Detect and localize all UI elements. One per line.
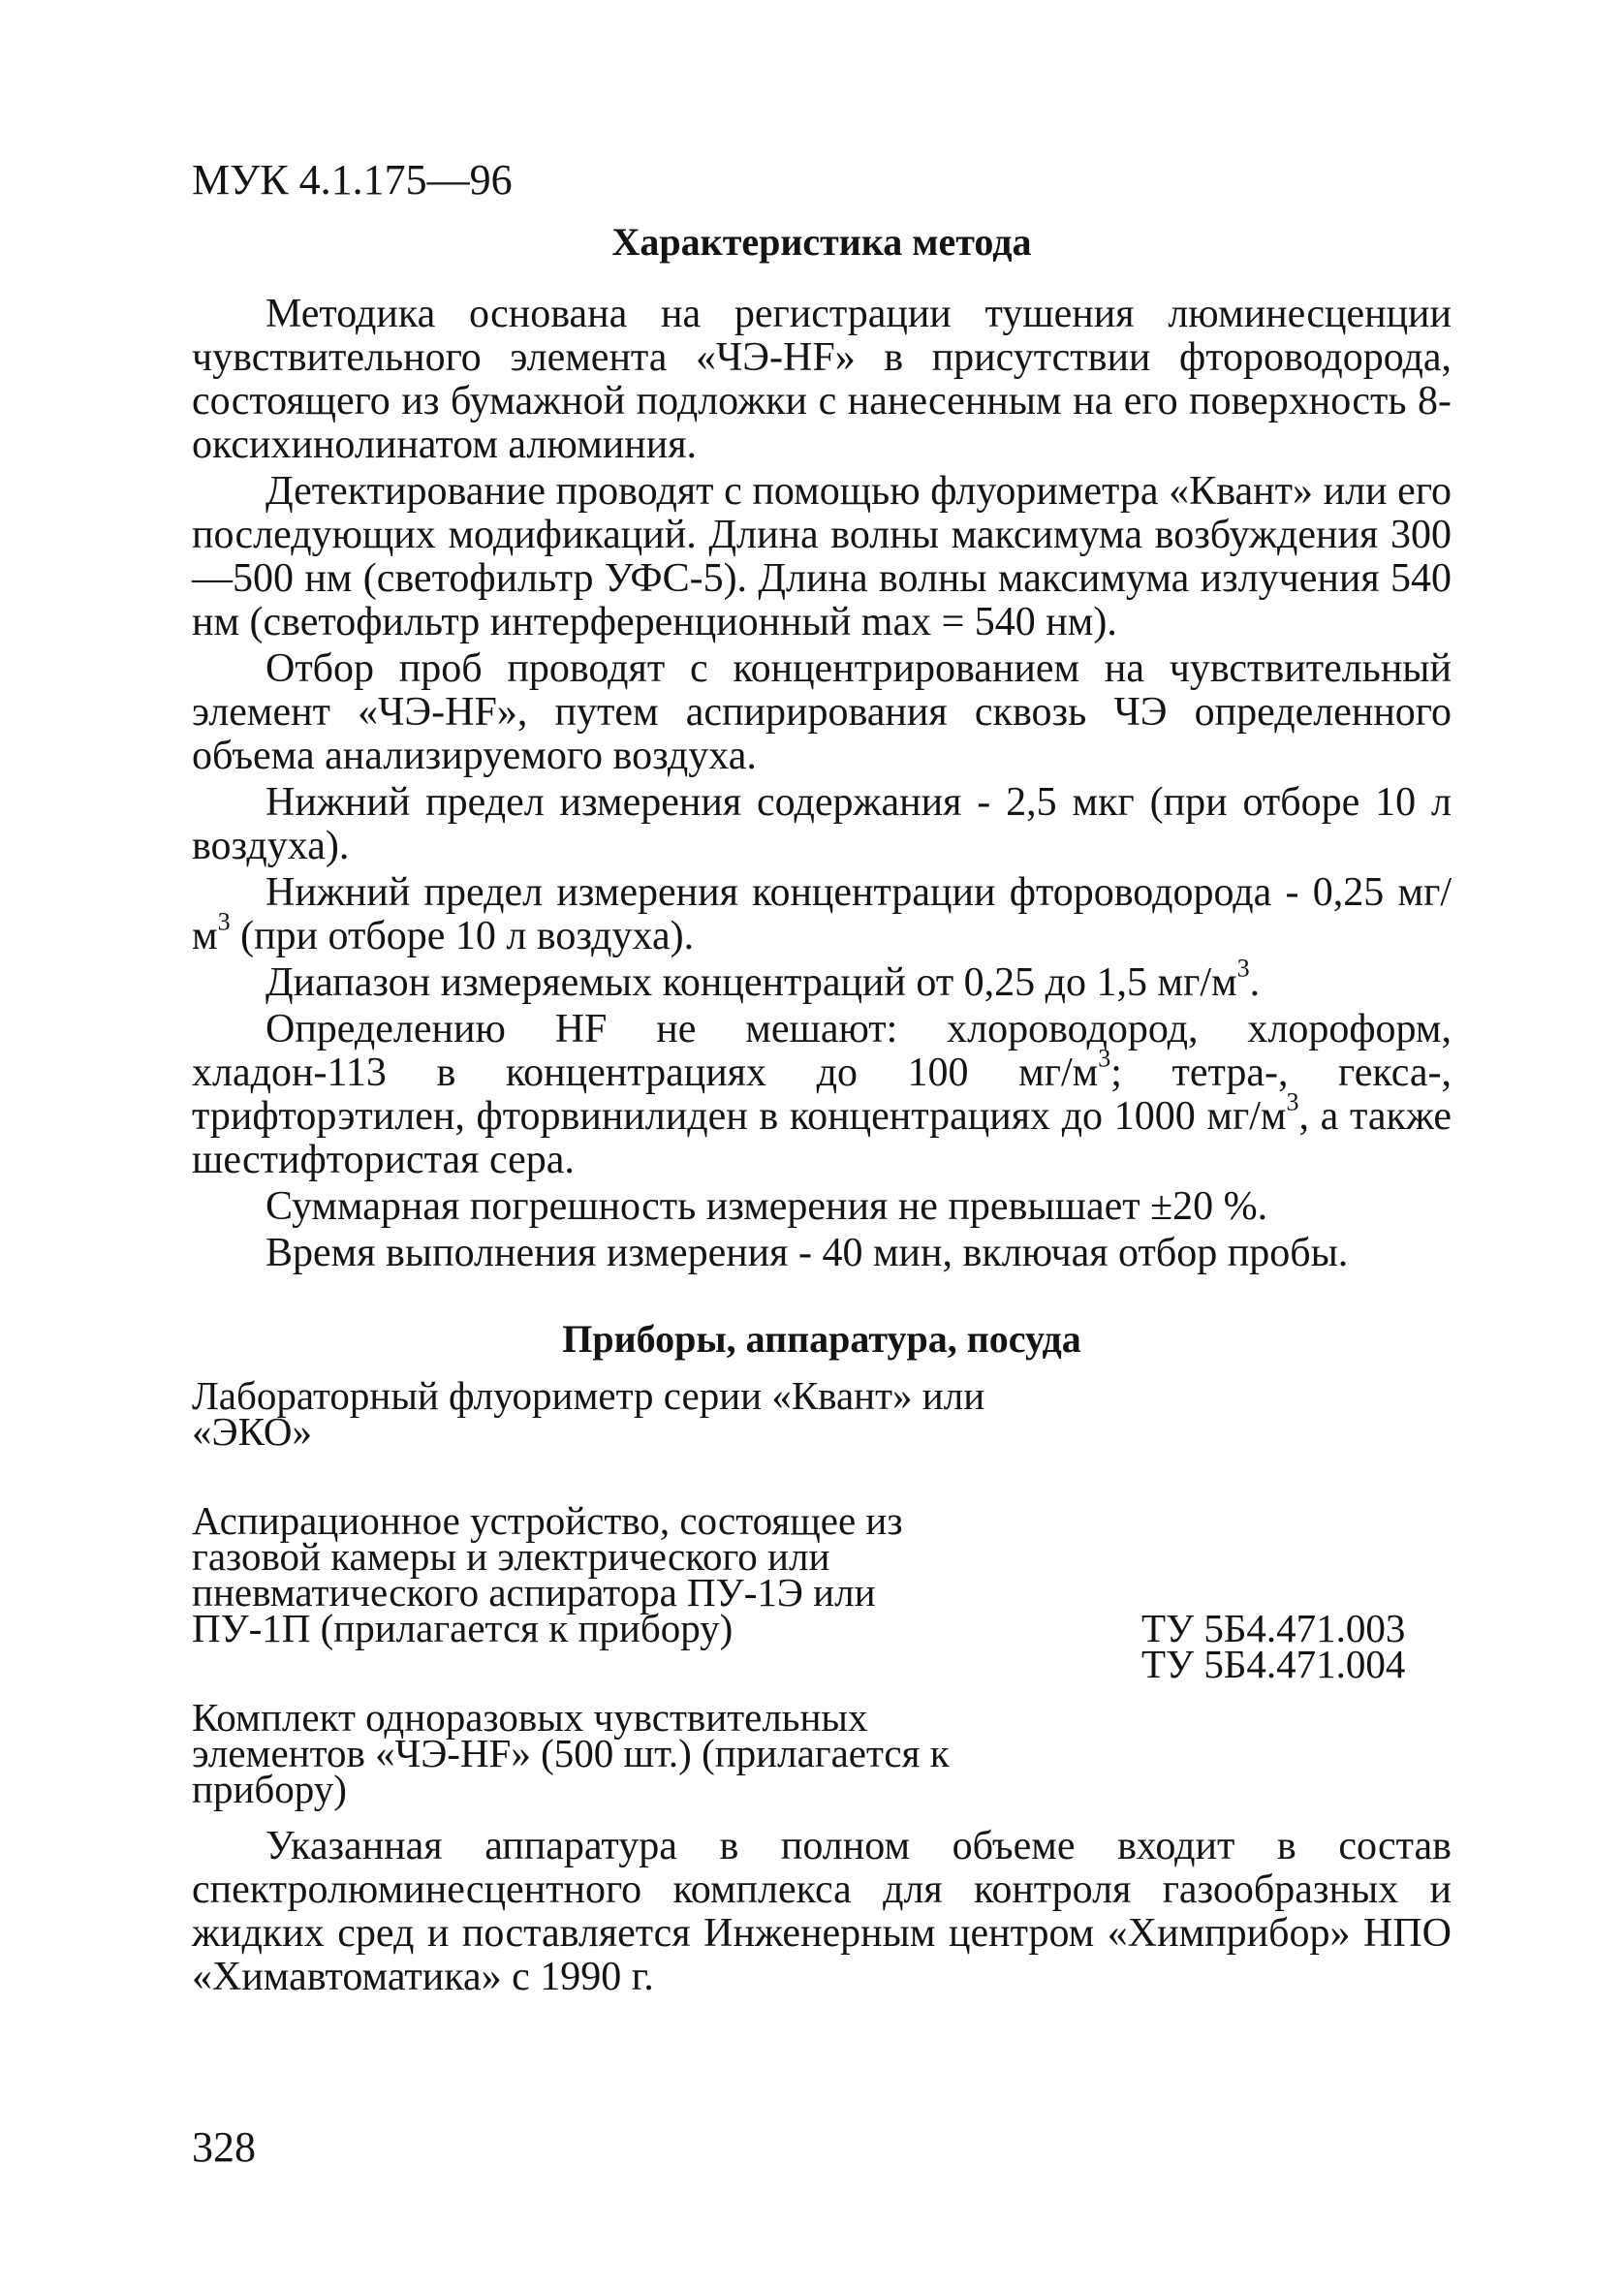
text-run: Диапазон измеряемых концентраций от 0,25 до 1,5 мг/м [265,960,1237,1005]
superscript: 3 [1236,954,1250,983]
paragraph-interference [192,1008,1452,1182]
paragraph-duration: Время выполнения измерения - 40 мин, включая отбор пробы. [265,1231,1349,1275]
text-run: (при отборе 10 л воздуха). [230,914,695,958]
paragraph-range [192,954,1452,1005]
equipment-name: Комплект одноразовых чувствительных элементов «ЧЭ-HF» (500 шт.) (прилагается к прибору) [192,1695,950,1811]
equipment-item [192,1498,1452,1686]
paragraph: Методика основана на регистрации тушения люминесценции чувствительного элемента «ЧЭ-HF» в присутствии фтороводорода, состоящего из бумажной подложки с нанесенным на его поверхность 8-оксихинолинатом алюминия. [192,292,1452,467]
page-number: 328 [192,2123,256,2171]
text-run: ; тетра-, гекса-, трифторэтилен, фторвинилиден в концентрациях до 1000 мг/м [192,1051,1452,1139]
paragraph: Детектирование проводят с помощью флуориметра «Квант» или его последующих модификаций. Длина волны максимума возбуждения 300—500 нм (светофильтр УФС-5). Длина волны максимума излучения 540 нм (светофильтр интерференционный max = 540 нм). [192,469,1452,644]
superscript: 3 [217,907,231,936]
document-code: МУК 4.1.175—96 [192,156,513,204]
text-run: . [1249,960,1261,1005]
superscript: 3 [1286,1087,1299,1116]
superscript: 3 [1098,1044,1111,1073]
equipment-spec: ТУ 5Б4.471.003 ТУ 5Б4.471.004 [1141,1606,1406,1686]
paragraph-closing: Указанная аппаратура в полном объеме входит в состав спектролюминесцентного комплекса для контроля газообразных и жидких сред и поставляется Инженерным центром «Химприбор» НПО «Химавтоматика» с 1990 г. [192,1824,1452,1999]
paragraph: Отбор проб проводят с концентрированием на чувствительный элемент «ЧЭ-HF», путем аспирирования сквозь ЧЭ определенного объема анализируемого воздуха. [192,646,1452,778]
section-title-method: Характеристика метода [611,220,1032,264]
section-title-equipment: Приборы, аппаратура, посуда [562,1317,1081,1361]
document-page [192,153,1452,1999]
equipment-name: Аспирационное устройство, состоящее из газовой камеры и электрического или пневматического аспиратора ПУ-1Э или ПУ-1П (прилагается к прибору) [192,1498,903,1650]
paragraph-error: Суммарная погрешность измерения не превышает ±20 %. [265,1184,1268,1229]
equipment-name: Лабораторный флуориметр серии «Квант» или «ЭКО» [192,1373,985,1454]
text-run: Нижний предел измерения концентрации фтороводорода - 0,25 мг/м [192,870,1452,958]
text-run: , а также шестифтористая сера. [192,1094,1452,1182]
paragraph: Нижний предел измерения содержания - 2,5 мкг (при отборе 10 л воздуха). [192,780,1452,868]
equipment-item [192,1695,1452,1811]
text-run: Определению HF не мешают: хлороводород, хлороформ, хладон-113 в концентрациях до 100 мг/м [192,1007,1452,1095]
equipment-item [192,1373,1452,1486]
paragraph-lower-limit-concentration [192,871,1452,958]
